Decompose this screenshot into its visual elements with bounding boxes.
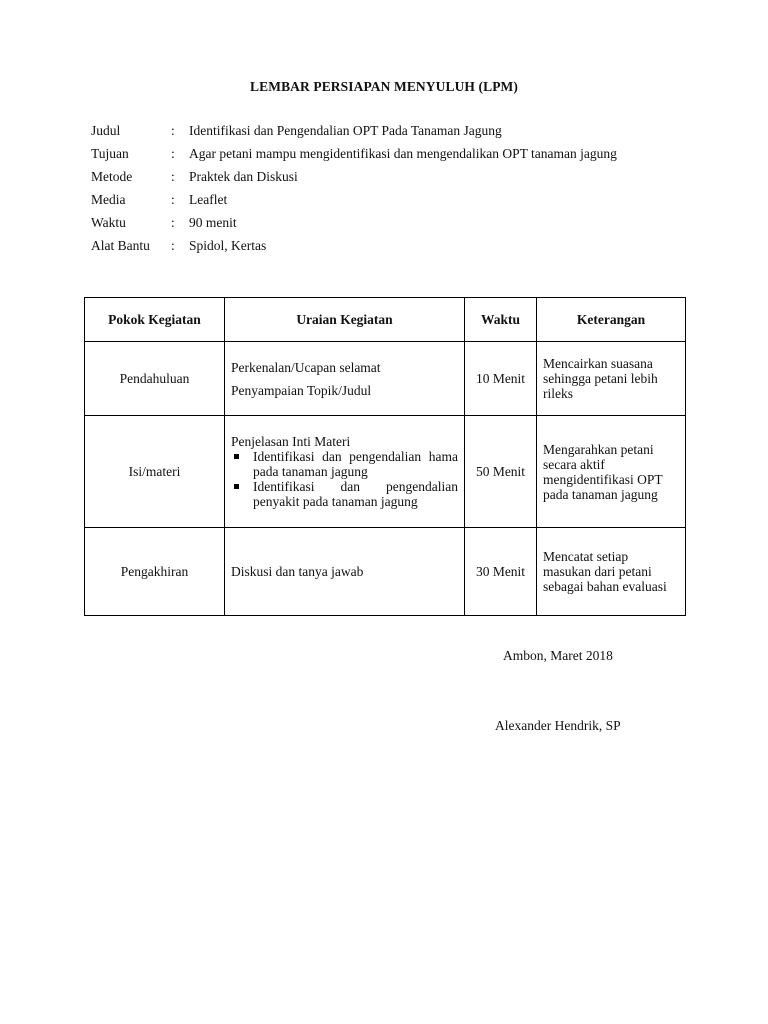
uraian-line: Perkenalan/Ucapan selamat (231, 359, 381, 375)
info-label: Alat Bantu (91, 238, 150, 253)
info-colon: : (171, 146, 175, 161)
info-label: Tujuan (91, 146, 129, 161)
info-label: Metode (91, 169, 133, 184)
info-row-alat-bantu (91, 238, 617, 261)
info-label: Waktu (91, 215, 126, 230)
uraian-heading: Penjelasan Inti Materi (231, 434, 351, 449)
bullet-item: Identifikasi dan pengendalian hama pada tanaman jagung (253, 449, 458, 479)
place-date: Ambon, Maret 2018 (503, 648, 613, 663)
cell-keterangan: Mengarahkan petani secara aktif mengidentifikasi OPT pada tanaman jagung (537, 416, 686, 528)
cell-keterangan: Mencairkan suasana sehingga petani lebih rileks (537, 342, 686, 416)
cell-waktu: 10 Menit (465, 342, 537, 416)
bullet-item: Identifikasi dan pengendalian penyakit pada tanaman jagung (253, 479, 458, 509)
info-label: Judul (91, 123, 121, 138)
table-header-row (85, 298, 686, 342)
uraian-line: Diskusi dan tanya jawab (231, 564, 364, 579)
uraian-bullet-list (231, 449, 458, 509)
cell-pokok: Pendahuluan (85, 342, 225, 416)
cell-waktu: 50 Menit (465, 416, 537, 528)
info-colon: : (171, 169, 175, 184)
signer-name: Alexander Hendrik, SP (495, 718, 621, 733)
cell-waktu: 30 Menit (465, 528, 537, 616)
table-row (85, 528, 686, 616)
page-title: LEMBAR PERSIAPAN MENYULUH (LPM) (250, 79, 518, 94)
header-uraian-kegiatan: Uraian Kegiatan (225, 298, 465, 342)
info-value: Spidol, Kertas (189, 238, 267, 253)
info-value: Agar petani mampu mengidentifikasi dan mengendalikan OPT tanaman jagung (189, 146, 617, 161)
header-pokok-kegiatan: Pokok Kegiatan (85, 298, 225, 342)
info-colon: : (171, 215, 175, 230)
info-row-metode (91, 169, 617, 192)
uraian-line: Penyampaian Topik/Judul (231, 382, 372, 398)
table-row (85, 416, 686, 528)
info-label: Media (91, 192, 126, 207)
info-value: Leaflet (189, 192, 228, 207)
info-row-waktu (91, 215, 617, 238)
info-value: Praktek dan Diskusi (189, 169, 298, 184)
cell-uraian (225, 416, 465, 528)
header-waktu: Waktu (465, 298, 537, 342)
info-list (91, 123, 617, 261)
info-colon: : (171, 238, 175, 253)
info-colon: : (171, 123, 175, 138)
table-row (85, 342, 686, 416)
cell-uraian (225, 528, 465, 616)
cell-pokok: Pengakhiran (85, 528, 225, 616)
cell-pokok: Isi/materi (85, 416, 225, 528)
info-value: 90 menit (189, 215, 237, 230)
info-colon: : (171, 192, 175, 207)
info-row-tujuan (91, 146, 617, 169)
header-keterangan: Keterangan (537, 298, 686, 342)
cell-keterangan: Mencatat setiap masukan dari petani sebagai bahan evaluasi (537, 528, 686, 616)
info-row-judul (91, 123, 617, 146)
activity-table (84, 297, 686, 616)
info-row-media (91, 192, 617, 215)
info-value: Identifikasi dan Pengendalian OPT Pada Tanaman Jagung (189, 123, 502, 138)
cell-uraian (225, 342, 465, 416)
